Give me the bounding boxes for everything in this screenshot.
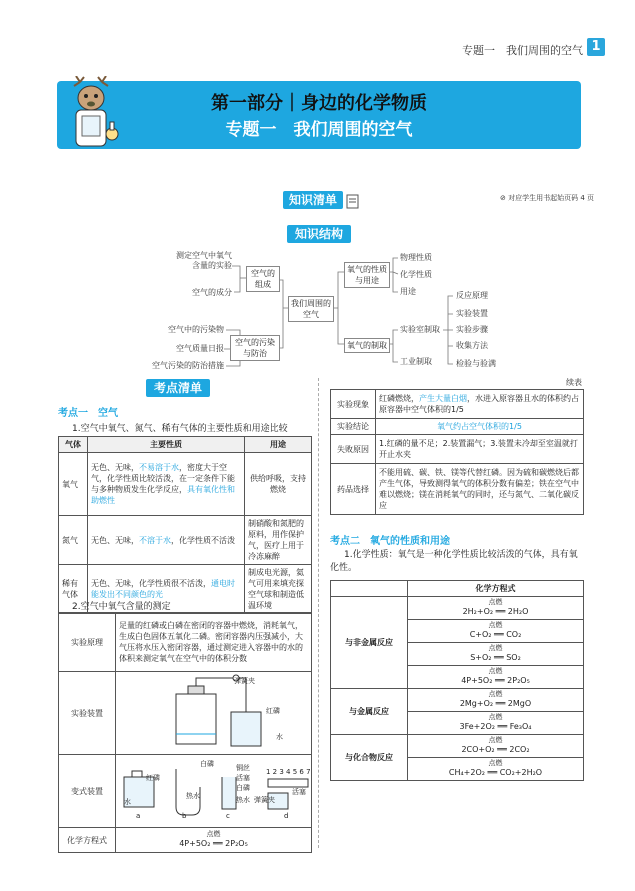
equation: 2H₂+O₂ ══ 2H₂O xyxy=(462,607,529,616)
cell-gas: 氮气 xyxy=(59,516,88,565)
variant-letter: c xyxy=(226,812,230,820)
mm-node-oxygen-properties: 氧气的性质与用途 xyxy=(344,262,390,288)
prop-highlight: 通电时能发出不同颜色的光 xyxy=(91,579,235,599)
kp1-item1: 1.空气中氧气、氮气、稀有气体的主要性质和用途比较 xyxy=(72,424,288,434)
kp1-item2: 2.空气中氧气含量的测定 xyxy=(72,602,171,612)
equation-cell xyxy=(408,712,584,735)
kp1-title: 考点一 空气 xyxy=(58,408,118,419)
variant-letter: b xyxy=(182,812,187,820)
table-row xyxy=(331,735,584,758)
cell-gas: 氧气 xyxy=(59,453,88,516)
table-row xyxy=(331,419,584,435)
mm-leaf-components: 空气的成分 xyxy=(192,288,232,297)
mm-leaf-industrial: 工业制取 xyxy=(400,357,432,366)
continued-label: 续表 xyxy=(566,378,582,387)
th-uses: 用途 xyxy=(245,437,312,453)
eq-condition: 点燃 xyxy=(488,667,503,675)
variant-cell xyxy=(116,755,312,828)
cell-properties xyxy=(88,516,245,565)
text: 红磷燃烧， xyxy=(379,394,419,403)
equation-cell xyxy=(408,758,584,781)
variant-label: 活塞 xyxy=(292,788,306,796)
mm-leaf-daily-report: 空气质量日报 xyxy=(176,344,224,353)
label-red-phosphorus: 红磷 xyxy=(266,707,280,715)
equation-cell xyxy=(408,735,584,758)
table-row xyxy=(331,435,584,464)
mm-node-center: 我们周围的空气 xyxy=(288,296,334,322)
mm-node-composition: 空气的组成 xyxy=(246,266,280,292)
apparatus-cell xyxy=(116,672,312,755)
table-row xyxy=(331,689,584,712)
cell-text: 不能用硫、碳、铁、镁等代替红磷。因为硫和碳燃烧后都产生气体，导致测得氧气的体积分数有偏差；铁在空气中难以燃烧；镁在消耗氧气的同时，还与氮气、二氧化碳反应 xyxy=(376,464,584,515)
group-label: 与非金属反应 xyxy=(331,597,408,689)
row-label: 化学方程式 xyxy=(59,828,116,853)
mm-leaf-apparatus: 实验装置 xyxy=(456,309,488,318)
mm-leaf-uses: 用途 xyxy=(400,287,416,296)
page-number: 1 xyxy=(587,38,605,56)
equation: 4P+5O₂ ══ 2P₂O₅ xyxy=(179,839,248,848)
oxygen-reactions-table xyxy=(330,580,584,781)
prop-highlight: 不溶于水 xyxy=(139,535,171,545)
text: ，水进入原容器且水的体积约占原容器中空气体积的1/5 xyxy=(379,394,579,414)
cell-uses: 制成电光源，氦气可用来填充探空气球和制造低温环境 xyxy=(245,565,312,614)
row-label: 实验原理 xyxy=(59,613,116,672)
prop-text: ，化学性质不活泼 xyxy=(171,535,235,545)
cell-text: 氧气约占空气体积的1/5 xyxy=(376,419,584,435)
variant-label: 白磷 xyxy=(200,760,214,768)
table-row xyxy=(331,464,584,515)
row-label: 实验装置 xyxy=(59,672,116,755)
group-label: 与化合物反应 xyxy=(331,735,408,781)
prop-highlight: 具有氧化性和助燃性 xyxy=(91,485,235,505)
part-title: 第一部分｜身边的化学物质 xyxy=(211,93,427,114)
group-label: 与金属反应 xyxy=(331,689,408,735)
th-empty xyxy=(331,581,408,597)
gas-comparison-table xyxy=(58,436,312,614)
mm-leaf-steps: 实验步骤 xyxy=(456,325,488,334)
th-gas: 气体 xyxy=(59,437,88,453)
equation-cell xyxy=(408,666,584,689)
eq-condition: 点燃 xyxy=(488,644,503,652)
variant-label: 白磷 xyxy=(236,784,250,792)
highlight: 产生大量白烟 xyxy=(419,394,467,403)
equation: 4P+5O₂ ══ 2P₂O₅ xyxy=(461,676,530,685)
label-water: 水 xyxy=(276,733,283,741)
variant-label: 活塞 xyxy=(236,774,250,782)
row-label: 失败原因 xyxy=(331,435,376,464)
measurement-continued-table xyxy=(330,389,584,515)
structure-tag: 知识结构 xyxy=(287,225,351,243)
row-label: 实验现象 xyxy=(331,390,376,419)
column-divider xyxy=(318,378,319,848)
label-clamp: 弹簧夹 xyxy=(234,677,255,685)
mm-leaf-physical: 物理性质 xyxy=(400,253,432,262)
principle-text: 足量的红磷或白磷在密闭的容器中燃烧，消耗氧气，生成白色固体五氧化二磷。密闭容器内压强减小，大气压将水压入密闭容器，通过测定进入容器中的水的体积来测定氧气在空气中的体积分数 xyxy=(116,613,312,672)
table-row xyxy=(59,453,312,516)
row-label: 实验结论 xyxy=(331,419,376,435)
mm-leaf-test: 检验与验满 xyxy=(456,359,496,368)
eq-condition: 点燃 xyxy=(488,598,503,606)
row-label: 变式装置 xyxy=(59,755,116,828)
prop-highlight: 不易溶于水 xyxy=(139,463,179,472)
kp2-title: 考点二 氧气的性质和用途 xyxy=(330,536,450,547)
table-row xyxy=(59,828,312,853)
variant-label: 弹簧夹 xyxy=(254,796,275,804)
eq-condition: 点燃 xyxy=(488,690,503,698)
apparatus-diagram-icon xyxy=(136,674,326,750)
table-row xyxy=(59,516,312,565)
variant-label: 1 2 3 4 5 6 7 xyxy=(266,768,311,776)
row-label: 药品选择 xyxy=(331,464,376,515)
topic-title: 专题一 我们周围的空气 xyxy=(225,120,413,140)
equation: S+O₂ ══ SO₂ xyxy=(470,653,521,662)
table-row xyxy=(331,390,584,419)
equation: C+O₂ ══ CO₂ xyxy=(469,630,522,639)
cell-gas: 稀有气体 xyxy=(59,565,88,614)
running-header: 专题一 我们周围的空气 xyxy=(462,44,583,57)
mm-node-pollution: 空气的污染与防治 xyxy=(230,335,280,361)
variant-letter: a xyxy=(136,812,141,820)
exam-list-tag: 考点清单 xyxy=(146,379,210,397)
variant-label: 热水 xyxy=(236,796,250,804)
eq-condition: 点燃 xyxy=(488,713,503,721)
mm-leaf-chemical: 化学性质 xyxy=(400,270,432,279)
table-row xyxy=(59,672,312,755)
mm-leaf-collection: 收集方法 xyxy=(456,341,488,350)
mm-leaf-measure: 测定空气中氧气含量的实验 xyxy=(176,251,232,270)
variant-label: 铜丝 xyxy=(236,764,250,772)
cell-uses: 制硝酸和氮肥的原料，用作保护气，医疗上用于冷冻麻醉 xyxy=(245,516,312,565)
prop-text: 无色、无味， xyxy=(91,463,139,472)
variant-label: 水 xyxy=(124,798,131,806)
equation: 3Fe+2O₂ ══ Fe₃O₄ xyxy=(459,722,532,731)
equation-cell xyxy=(116,828,312,853)
equation: 2CO+O₂ ══ 2CO₂ xyxy=(461,745,530,754)
eq-condition: 点燃 xyxy=(206,830,221,838)
oxygen-measurement-table xyxy=(58,612,312,853)
table-row xyxy=(59,613,312,672)
mm-leaf-pollutants: 空气中的污染物 xyxy=(168,325,224,334)
table-row xyxy=(331,597,584,620)
equation-cell xyxy=(408,689,584,712)
equation-cell xyxy=(408,597,584,620)
variant-letter: d xyxy=(284,812,289,820)
mm-node-oxygen-preparation: 氧气的制取 xyxy=(344,338,390,353)
eq-condition: 点燃 xyxy=(488,736,503,744)
equation: CH₄+2O₂ ══ CO₂+2H₂O xyxy=(448,768,543,777)
table-row xyxy=(59,755,312,828)
equation-cell xyxy=(408,620,584,643)
cell-text: 1.红磷的量不足；2.装置漏气；3.装置未冷却至室温就打开止水夹 xyxy=(376,435,584,464)
knowledge-list-tag: 知识清单 xyxy=(283,191,343,209)
mm-leaf-principle: 反应原理 xyxy=(456,291,488,300)
variant-label: 热水 xyxy=(186,792,200,800)
cell-properties xyxy=(88,453,245,516)
prop-text: ，密度大于空气，化学性质比较活泼，在一定条件下能与多种物质发生化学反应， xyxy=(91,463,235,494)
eq-condition: 点燃 xyxy=(488,759,503,767)
prop-text: 无色、无味，化学性质很不活泼， xyxy=(91,579,211,588)
kp2-item1: 1.化学性质：氧气是一种化学性质比较活泼的气体，具有氧化性。 xyxy=(330,550,578,573)
reference-note-text: 对应学生用书起始页码 4 页 xyxy=(508,194,594,202)
th-equations: 化学方程式 xyxy=(408,581,584,597)
prop-text: 无色、无味， xyxy=(91,535,139,545)
cell-text xyxy=(376,390,584,419)
reference-note: ⊘ 对应学生用书起始页码 4 页 xyxy=(500,194,594,202)
equation: 2Mg+O₂ ══ 2MgO xyxy=(459,699,532,708)
mm-leaf-prevention: 空气污染的防治措施 xyxy=(152,361,224,370)
cell-uses: 供给呼吸，支持燃烧 xyxy=(245,453,312,516)
variant-label: 红磷 xyxy=(146,774,160,782)
mm-leaf-lab: 实验室制取 xyxy=(400,325,440,334)
equation-cell xyxy=(408,643,584,666)
eq-condition: 点燃 xyxy=(488,621,503,629)
th-properties: 主要性质 xyxy=(88,437,245,453)
